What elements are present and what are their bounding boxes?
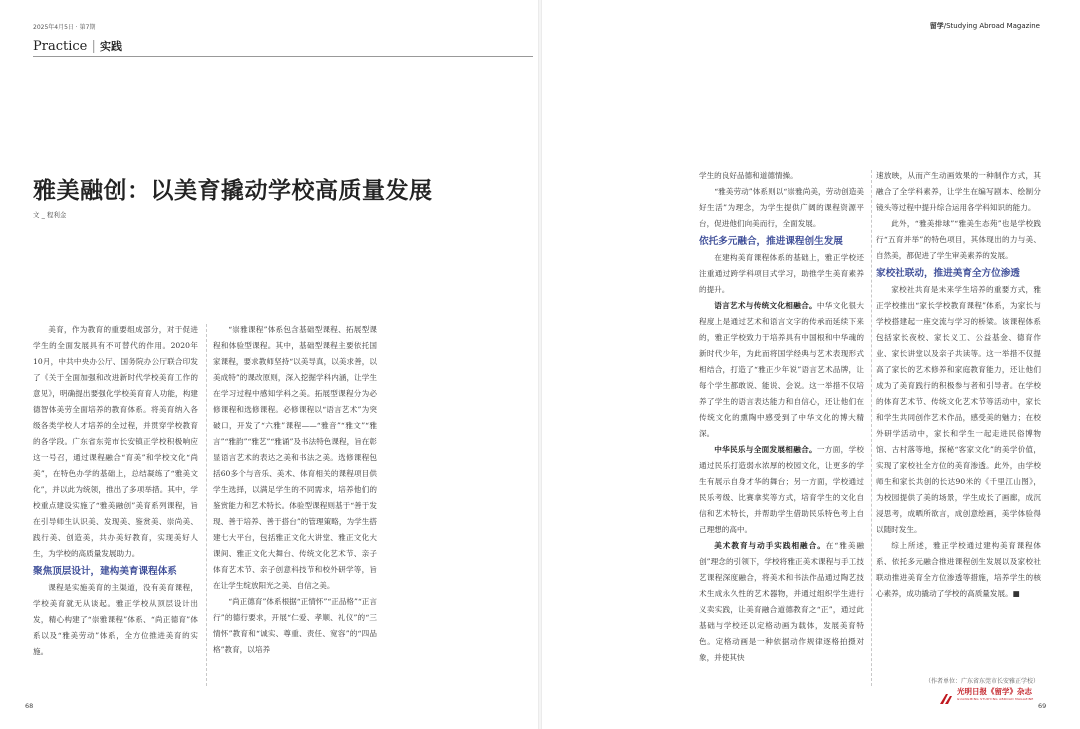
logo-text: 光明日报《留学》杂志: [957, 687, 1032, 696]
paragraph: 在建构美育课程体系的基础上，雅正学校还注重通过跨学科项目式学习，助推学生美育素养的提升。: [699, 253, 864, 294]
section-heading: 家校社联动，推进美育全方位渗透: [876, 268, 1020, 279]
paragraph: 美育，作为教育的重要组成部分，对于促进学生的全面发展具有不可替代的作用。2020年10月，中共中央办公厅、国务院办公厅联合印发了《关于全面加强和改进新时代学校美育工作的意见》，明确提出要强化学校美育育人功能，构建德智体美劳全面培养的教育体系。将美育纳入各级各类学校人才培养的全过程，并贯穿学校教育的各学段。广东省东莞市长安镇正学校积极响应这一号召，通过课程融合“育美”和学校文化“尚美”，在特色办学的基础上，总结凝练了“雅美文化”，并以此为统领，推出了多项举措。其中，学校重点建设实施了“雅美融创”美育系列课程，旨在引导师生认识美、发现美、鉴赏美、崇尚美、践行美、创造美，共办美好教育，实现美好人生，为学校的高质量发展助力。: [33, 325, 198, 558]
logo-subtext: GUANGMING STUDYING ABROAD MAGAZINE: [957, 697, 1034, 701]
paragraph-lead: 中华民乐与全面发展相融合。: [714, 445, 817, 454]
magazine-name-cn: 留学: [929, 22, 944, 30]
right-page: [540, 0, 1080, 729]
paragraph: [699, 538, 864, 666]
logo-arrow-icon: [940, 689, 954, 699]
page-number-left: 68: [25, 702, 34, 710]
section-label: Practice | 实践: [33, 39, 123, 54]
page-number-right: 69: [1038, 702, 1047, 710]
paragraph: “崇雅课程”体系包含基础型课程、拓展型课程和体验型课程。其中，基础型课程主要依托国家课程，要求教师坚持“以美导真，以美求善，以美成特”的课改原则，深入挖掘学科内涵，让学生在学习过程中感知学科之美。拓展型课程分为必修课程和选修课程。必修课程以“语言艺术”为突破口，开发了“六雅”课程——“雅音”“雅文”“雅言”“雅韵”“雅艺”“雅诵”及书法特色课程，旨在彰显语言艺术的表达之美和书法之美。选修课程包括60多个与音乐、美术、体育相关的课程项目供学生选择，以满足学生的不同需求，培养他们的鉴赏能力和艺术特长。体验型课程则基于“善于发现、善于培养、善于搭台”的管理策略，为学生搭建七大平台，包括雅正文化大讲堂、雅正文化大课间、雅正文化大舞台、传统文化艺术节、亲子体育艺术节、亲子创意科技节和校外研学等，旨在让学生绽放阳光之美、自信之美。: [213, 325, 377, 590]
magazine-name: [930, 21, 1040, 31]
column-divider: [871, 170, 872, 686]
paragraph: 综上所述，雅正学校通过建构美育课程体系、依托多元融合推进课程创生发展以及家校社联动推进美育全方位渗透等措施，培养学生的核心素养，成功撬动了学校的高质量发展。■: [876, 541, 1041, 598]
paragraph: 此外，“雅美排球”“雅美生态苑”也是学校践行“五育并举”的特色项目，其体现出的力与美、自然美，都促进了学生审美素养的发展。: [876, 219, 1041, 260]
section-label-cn: 实践: [100, 40, 123, 53]
section-label-en: Practice: [33, 39, 88, 54]
article-column-4: [876, 168, 1041, 680]
paragraph-body: 在“雅美融创”理念的引领下，学校将雅正美术课程与手工技艺课程深度融合，将美术和书法作品通过陶艺技术生成永久性的艺术器物，并通过组织学生进行义卖实践，让美育融合道德教育之“正”，通过此基础与学校还以定格动画为载体，发展美育特色。定格动画是一种依据动作规律逐格拍摄对象，并使其快: [699, 541, 864, 662]
paragraph: [699, 442, 864, 538]
article-title: 雅美融创：以美育撬动学校高质量发展: [33, 178, 433, 204]
header-rule: [33, 56, 533, 57]
section-heading: 依托多元融合，推进课程创生发展: [699, 236, 843, 247]
paragraph: “雅美劳动”体系则以“崇雅尚美，劳动创造美好生活”为理念，为学生提供广阔的课程资源平台，促进他们向美而行，全面发展。: [699, 187, 864, 228]
article-column-2: [213, 322, 377, 690]
page-spine: [538, 0, 542, 729]
section-heading: 聚焦顶层设计，建构美育课程体系: [33, 566, 177, 577]
paragraph: 课程是实施美育的主渠道，没有美育课程，学校美育就无从谈起。雅正学校从顶层设计出发，精心构建了“崇雅课程”体系、“尚正德育”体系以及“雅美劳动”体系，全方位推进美育的实施。: [33, 583, 198, 656]
header-date: 2025年4月5日 · 第7期: [33, 24, 96, 31]
paragraph-lead: 语言艺术与传统文化相融合。: [714, 301, 817, 310]
article-column-1: [33, 322, 198, 690]
paragraph: 速放映，从而产生动画效果的一种制作方式，其融合了全学科素养，让学生在编写剧本、绘制分镜头等过程中提升综合运用各学科知识的能力。: [876, 171, 1041, 212]
magazine-logo: [940, 686, 1034, 701]
paragraph-body: 一方面，学校通过民乐打造弱水浓厚的校园文化，让更多的学生有展示自身才华的舞台；另一方面，学校通过民乐考级、比赛拿奖等方式，培育学生的文化自信和艺术特长，并帮助学生借助民乐特色考上自己理想的高中。: [699, 445, 864, 534]
article-column-3: [699, 168, 864, 688]
paragraph: 家校社共育是未来学生培养的重要方式，雅正学校推出“家长学校教育课程”体系，为家长与学校搭建起一座交流与学习的桥梁。该课程体系包括家长夜校、家长义工、公益基金、德育作业、家长讲堂以及亲子共读等。这一举措不仅提高了家长的艺术修养和家庭教育能力，还让他们成为了美育践行的积极参与者和引导者。在学校的体育艺术节、传统文化艺术节等活动中，家长和学生共同创作艺术作品，感受美的魅力；在校外研学活动中，家长和学生一起走进民俗博物馆、古村落等地，探秘“客家文化”的美学价值，实现了家校社全方位的美育渗透。此外，由学校师生和家长共创的长达90米的《千里江山图》，为校园提供了美的场景，学生成长了画廊，成沉浸思考，成晒所欲言，成创意绘画，美学体验得以随时发生。: [876, 285, 1041, 534]
author-affiliation: （作者单位：广东省东莞市长安雅正学校）: [925, 678, 1040, 685]
paragraph-lead: 美术教育与动手实践相融合。: [714, 541, 826, 550]
magazine-name-en: /Studying Abroad Magazine: [943, 22, 1040, 30]
column-divider: [206, 324, 207, 686]
paragraph: [699, 298, 864, 442]
article-byline: 文 _ 程利金: [33, 211, 67, 219]
paragraph: 学生的良好品德和道德情操。: [699, 171, 798, 180]
paragraph: “尚正德育”体系根据“正情怀”“正品格”“正言行”的德行要求，开展“仁爱、孝顺、礼仪”的“三情怀”教育和“诚实、尊重、责任、宽容”的“四品格”教育，以培养: [213, 597, 377, 654]
paragraph-body: 中华文化很大程度上是通过艺术和语言文字的传承而延续下来的，雅正学校致力于培养具有中国根和中华魂的新时代少年，为此而将国学经典与艺术表现形式相结合，打造了“雅正少年说”语言艺术品牌，让每个学生都敢说、能说、会说。这一举措不仅培养了学生的语言表达能力和自信心，还让他们在传统文化的熏陶中感受到了中华文化的博大精深。: [699, 301, 864, 438]
